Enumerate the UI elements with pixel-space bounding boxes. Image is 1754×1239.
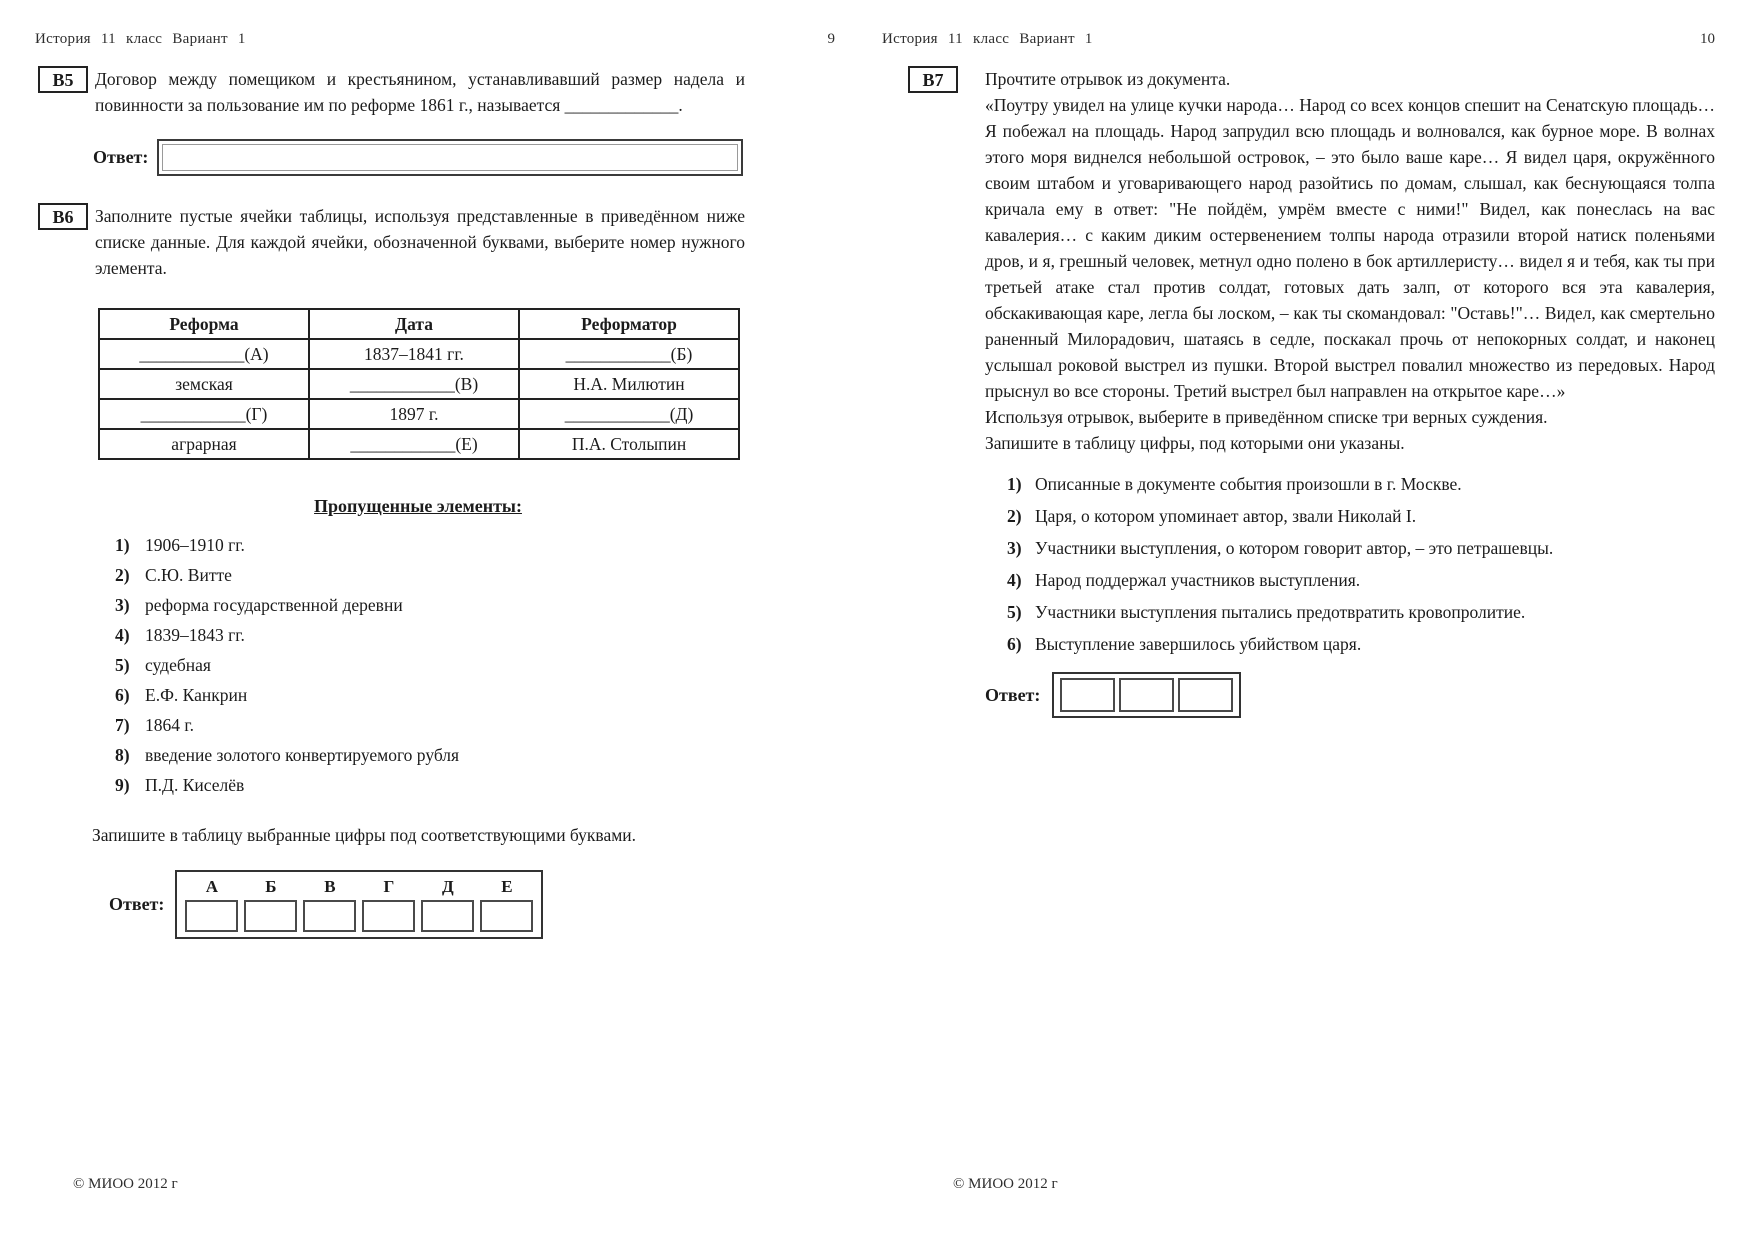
item-text: 1839–1843 гг. xyxy=(145,625,245,645)
table-cell: Н.А. Милютин xyxy=(519,369,739,399)
item-number: 5) xyxy=(1007,602,1022,622)
document-title: История 11 класс Вариант 1 xyxy=(882,31,1093,47)
list-item xyxy=(1007,564,1715,596)
list-item xyxy=(1007,532,1715,564)
answer-letter: В xyxy=(324,877,336,896)
item-text: Описанные в документе события произошли в г. Москве. xyxy=(1035,474,1462,494)
item-text: 1906–1910 гг. xyxy=(145,535,245,555)
answer-box-b5 xyxy=(157,139,743,176)
question-intro-b7: Прочтите отрывок из документа. xyxy=(985,69,1231,89)
table-header-cell: Реформа xyxy=(99,309,309,339)
answer-cell xyxy=(1119,678,1174,712)
table-cell: земская xyxy=(99,369,309,399)
page-header-right xyxy=(882,0,1715,48)
list-item xyxy=(1007,500,1715,532)
table-cell: ____________(Д) xyxy=(519,399,739,429)
page-number: 9 xyxy=(827,31,835,47)
list-item xyxy=(1007,628,1715,660)
item-text: реформа государственной деревни xyxy=(145,595,403,615)
item-number: 2) xyxy=(115,565,130,585)
table-cell: ____________(А) xyxy=(99,339,309,369)
answer-letter: Е xyxy=(501,877,513,896)
item-text: Царя, о котором упоминает автор, звали Николай I. xyxy=(1035,506,1417,526)
table-cell: аграрная xyxy=(99,429,309,459)
item-text: С.Ю. Витте xyxy=(145,565,232,585)
item-number: 1) xyxy=(115,535,130,555)
item-number: 9) xyxy=(115,775,130,795)
answer-column xyxy=(241,874,300,932)
page-left xyxy=(35,0,835,939)
list-item xyxy=(115,770,835,800)
answer-grid-b7 xyxy=(1052,672,1241,718)
list-item xyxy=(1007,596,1715,628)
item-number: 1) xyxy=(1007,474,1022,494)
answer-letter: Д xyxy=(442,877,454,896)
answer-letter: А xyxy=(205,877,219,896)
item-text: Участники выступления, о котором говорит автор, – это петрашевцы. xyxy=(1035,538,1554,558)
item-text: судебная xyxy=(145,655,211,675)
item-text: Е.Ф. Канкрин xyxy=(145,685,248,705)
table-header-cell: Дата xyxy=(309,309,519,339)
b6-table xyxy=(98,308,740,460)
table-row xyxy=(99,369,739,399)
document-title: История 11 класс Вариант 1 xyxy=(35,31,246,47)
item-number: 3) xyxy=(1007,538,1022,558)
document-quote: «Поутру увидел на улице кучки народа… Народ со всех концов спешит на Сенатскую площадь… Я побежал на площадь. Народ запрудил всю площадь и волновался, как бурное море. В волнах этого моря виднелся небольшой островок, – это было ваше каре… Я видел царя, окружённого своим штабом и уговаривающего народ разойтись по домам, слышал, как беснующаяся толпа кричала ему в ответ: "Не пойдём, умрём вместе с ними!" Видел, как понеслась на вас кавалерия… с каким диким остервенением толпы народа отразили второй натиск поленьями дров, и я, грешный человек, метнул одно полено в бок артиллеристу… видел я и тебя, как ты при третьей атаке стал против солдат, готовых дать залп, от которого вся эта кавалерия, обскакивающая каре, легла бы лоском, – как ты скомандовал: "Оставь!"… Видел, как смертельно раненный Милорадович, шатаясь в седле, поскакал прочь от непокорных солдат, и наконец услышал роковой выстрел из пушки. Второй выстрел повалил множество из передовых. Народ прыснул во все стороны. Третий выстрел был направлен на открытое каре…» xyxy=(985,95,1715,401)
answer-cell xyxy=(1178,678,1233,712)
table-header-row xyxy=(99,309,739,339)
instruction-line: Используя отрывок, выберите в приведённом списке три верных суждения. xyxy=(985,407,1548,427)
item-number: 5) xyxy=(115,655,130,675)
page-right xyxy=(882,0,1715,718)
table-cell: ____________(В) xyxy=(309,369,519,399)
answer-row-b7 xyxy=(985,672,1715,718)
answer-column xyxy=(359,874,418,932)
answer-grid-b6 xyxy=(175,870,543,939)
list-item xyxy=(115,560,835,590)
instruction-line: Запишите в таблицу цифры, под которыми они указаны. xyxy=(985,433,1405,453)
answer-label: Ответ: xyxy=(109,894,165,914)
table-header-cell: Реформатор xyxy=(519,309,739,339)
item-text: Участники выступления пытались предотвратить кровопролитие. xyxy=(1035,602,1526,622)
answer-row-b6 xyxy=(109,870,835,939)
question-badge-b7: В7 xyxy=(908,66,958,93)
list-item xyxy=(115,530,835,560)
page-number: 10 xyxy=(1700,31,1715,47)
answer-column xyxy=(182,874,241,932)
item-text: введение золотого конвертируемого рубля xyxy=(145,745,460,765)
page-header-left xyxy=(35,0,835,48)
missing-elements-list xyxy=(115,530,835,800)
question-badge-b6: В6 xyxy=(38,203,88,230)
item-number: 6) xyxy=(115,685,130,705)
list-item xyxy=(115,680,835,710)
answer-column xyxy=(418,874,477,932)
list-item xyxy=(115,710,835,740)
question-b7 xyxy=(882,66,1715,718)
list-item xyxy=(115,620,835,650)
item-text: Народ поддержал участников выступления. xyxy=(1035,570,1361,590)
table-cell: 1897 г. xyxy=(309,399,519,429)
answer-label: Ответ: xyxy=(985,684,1041,705)
list-item xyxy=(115,650,835,680)
table-cell: ____________(Б) xyxy=(519,339,739,369)
item-number: 2) xyxy=(1007,506,1022,526)
missing-elements-title: Пропущенные элементы: xyxy=(314,496,522,516)
answer-cell xyxy=(1060,678,1115,712)
copyright-footer: © МИОО 2012 г xyxy=(73,1176,178,1192)
item-text: Выступление завершилось убийством царя. xyxy=(1035,634,1362,654)
table-cell: 1837–1841 гг. xyxy=(309,339,519,369)
answer-cell xyxy=(244,900,297,932)
question-text-b5: Договор между помещиком и крестьянином, устанавливавший размер надела и повинности за пользование им по реформе 1861 г., называется _____________. xyxy=(95,69,745,115)
question-b5 xyxy=(35,66,835,118)
list-item xyxy=(1007,468,1715,500)
statements-list xyxy=(1007,468,1715,660)
table-cell: П.А. Столыпин xyxy=(519,429,739,459)
table-row xyxy=(99,339,739,369)
table-cell: ____________(Е) xyxy=(309,429,519,459)
table-row xyxy=(99,429,739,459)
answer-cell xyxy=(303,900,356,932)
item-number: 4) xyxy=(1007,570,1022,590)
item-number: 3) xyxy=(115,595,130,615)
answer-box-inner xyxy=(162,144,738,171)
item-number: 6) xyxy=(1007,634,1022,654)
answer-letter: Г xyxy=(383,877,395,896)
question-body-b7 xyxy=(985,66,1715,718)
answer-cell xyxy=(421,900,474,932)
list-item xyxy=(115,740,835,770)
answer-row-b5 xyxy=(93,139,835,176)
answer-cell xyxy=(185,900,238,932)
table-row xyxy=(99,399,739,429)
item-text: 1864 г. xyxy=(145,715,194,735)
item-text: П.Д. Киселёв xyxy=(145,775,245,795)
write-instruction: Запишите в таблицу выбранные цифры под соответствующими буквами. xyxy=(92,825,637,845)
question-b6 xyxy=(35,203,835,281)
answer-letter: Б xyxy=(265,877,277,896)
answer-cell xyxy=(362,900,415,932)
answer-cell xyxy=(480,900,533,932)
list-item xyxy=(115,590,835,620)
item-number: 4) xyxy=(115,625,130,645)
item-number: 8) xyxy=(115,745,130,765)
table-cell: ____________(Г) xyxy=(99,399,309,429)
answer-column xyxy=(477,874,536,932)
answer-column xyxy=(300,874,359,932)
question-badge-b5: В5 xyxy=(38,66,88,93)
answer-label: Ответ: xyxy=(93,147,149,167)
question-text-b6: Заполните пустые ячейки таблицы, используя представленные в приведённом ниже списке данные. Для каждой ячейки, обозначенной буквами, выберите номер нужного элемента. xyxy=(95,206,745,278)
item-number: 7) xyxy=(115,715,130,735)
copyright-footer: © МИОО 2012 г xyxy=(953,1176,1058,1192)
